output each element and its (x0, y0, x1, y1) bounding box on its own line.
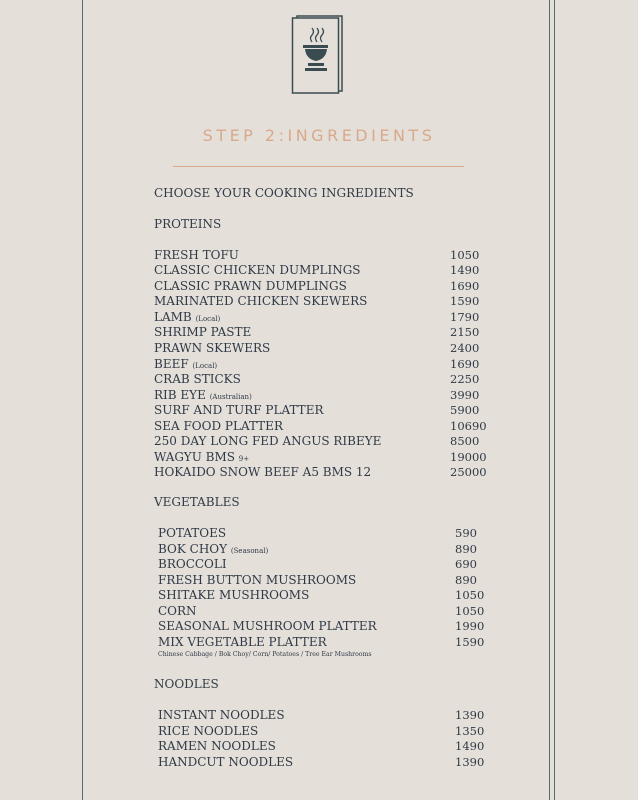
menu-item-note: (Local) (192, 362, 218, 370)
menu-item-note: (Local) (195, 315, 221, 323)
menu-item-price: 1050 (450, 248, 480, 262)
section-title-noodles: NOODLES (154, 677, 219, 691)
menu-item-price: 1390 (455, 708, 485, 722)
menu-item-price: 19000 (450, 450, 487, 464)
menu-item-price: 8500 (450, 434, 480, 448)
menu-item-name: BROCCOLI (158, 557, 227, 571)
menu-item-name: BOK CHOY (158, 542, 228, 556)
title-divider (173, 166, 464, 167)
menu-item-name: RAMEN NOODLES (158, 739, 276, 753)
menu-item-price: 1690 (450, 279, 480, 293)
right-border-line-outer (554, 0, 555, 800)
menu-item-name: SHRIMP PASTE (154, 325, 252, 339)
menu-item-name: SEA FOOD PLATTER (154, 419, 283, 433)
menu-item-name: LAMB (154, 310, 192, 324)
section-title-vegetables: VEGETABLES (154, 495, 240, 509)
menu-item-price: 590 (455, 526, 477, 540)
menu-item-price: 1350 (455, 724, 485, 738)
menu-item-name: SURF AND TURF PLATTER (154, 403, 324, 417)
menu-item-name: SHITAKE MUSHROOMS (158, 588, 310, 602)
menu-item-name: RICE NOODLES (158, 724, 259, 738)
menu-item-price: 890 (455, 542, 477, 556)
menu-item-price: 1050 (455, 588, 485, 602)
menu-item-price: 890 (455, 573, 477, 587)
menu-item-price: 1590 (455, 635, 485, 649)
menu-item-name: MARINATED CHICKEN SKEWERS (154, 294, 368, 308)
menu-item-name: INSTANT NOODLES (158, 708, 285, 722)
menu-item-name: FRESH BUTTON MUSHROOMS (158, 573, 357, 587)
menu-item-price: 1490 (450, 263, 480, 277)
menu-item-note: 9+ (238, 455, 250, 463)
menu-item-name: POTATOES (158, 526, 227, 540)
menu-item-name: HANDCUT NOODLES (158, 755, 294, 769)
menu-item-name: SEASONAL MUSHROOM PLATTER (158, 619, 377, 633)
menu-item-name: WAGYU BMS (154, 450, 235, 464)
left-border-line (82, 0, 83, 800)
menu-item-name: CLASSIC CHICKEN DUMPLINGS (154, 263, 361, 277)
menu-item-name: BEEF (154, 357, 189, 371)
menu-item-price: 1390 (455, 755, 485, 769)
step-title: STEP 2:INGREDIENTS (202, 126, 436, 145)
right-border-line-inner (549, 0, 550, 800)
menu-item-price: 1990 (455, 619, 485, 633)
menu-item-price: 2150 (450, 325, 480, 339)
menu-item-name: 250 DAY LONG FED ANGUS RIBEYE (154, 434, 382, 448)
menu-item-price: 3990 (450, 388, 480, 402)
menu-item-price: 10690 (450, 419, 487, 433)
intro-heading: CHOOSE YOUR COOKING INGREDIENTS (154, 186, 414, 200)
menu-item-name: PRAWN SKEWERS (154, 341, 271, 355)
menu-item-name: CRAB STICKS (154, 372, 241, 386)
menu-item-name: CORN (158, 604, 197, 618)
section-title-proteins: PROTEINS (154, 217, 222, 231)
menu-item-price: 1690 (450, 357, 480, 371)
menu-item-price: 1050 (455, 604, 485, 618)
hotpot-book-icon (291, 15, 345, 95)
menu-item-price: 1490 (455, 739, 485, 753)
menu-item-price: 1790 (450, 310, 480, 324)
menu-item-price: 2250 (450, 372, 480, 386)
menu-item-price: 5900 (450, 403, 480, 417)
menu-item-price: 2400 (450, 341, 480, 355)
vegetable-platter-footnote: Chinese Cabbage / Bok Choy/ Corn/ Potatoes / Tree Ear Mushrooms (158, 651, 372, 658)
menu-item-name: RIB EYE (154, 388, 206, 402)
menu-item-price: 25000 (450, 465, 487, 479)
menu-item-price: 1590 (450, 294, 480, 308)
menu-item-name: MIX VEGETABLE PLATTER (158, 635, 327, 649)
menu-item-name: CLASSIC PRAWN DUMPLINGS (154, 279, 347, 293)
menu-item-name: HOKAIDO SNOW BEEF A5 BMS 12 (154, 465, 372, 479)
menu-item-note: (Seasonal) (230, 547, 269, 555)
menu-item-price: 690 (455, 557, 477, 571)
menu-item-name: FRESH TOFU (154, 248, 239, 262)
menu-item-note: (Australian) (209, 393, 252, 401)
